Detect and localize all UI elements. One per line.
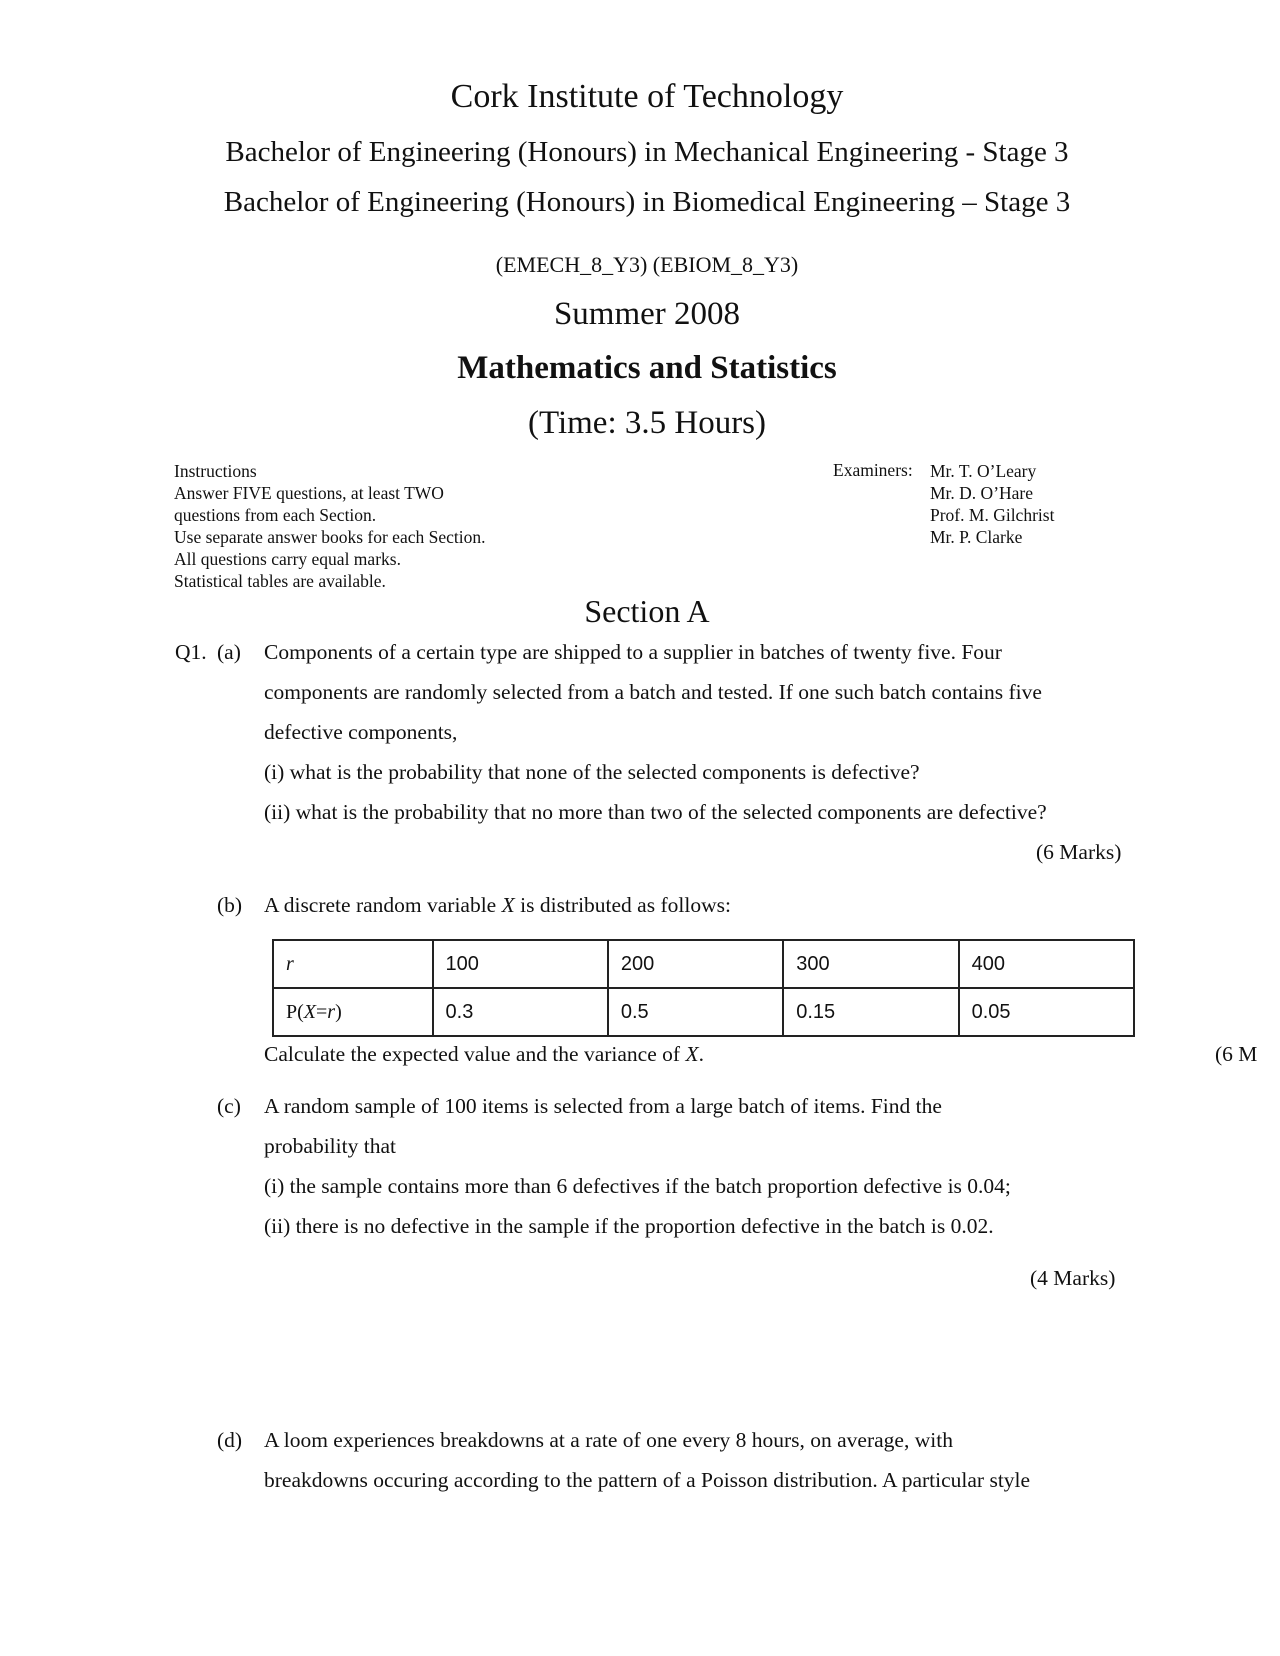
q1c-subpart-ii: (ii) there is no defective in the sample if the proportion defective in the batch is 0.02. xyxy=(264,1214,994,1238)
programme-codes: (EMECH_8_Y3) (EBIOM_8_Y3) xyxy=(495,252,799,277)
part-label-c: (c) xyxy=(217,1094,241,1118)
q1b-task-text: . xyxy=(698,1042,704,1066)
q1a-line: defective components, xyxy=(264,720,458,744)
subject-title: Mathematics and Statistics xyxy=(457,350,837,386)
q1b-marks: (6 M xyxy=(1215,1042,1258,1066)
q1a-line: components are randomly selected from a batch and tested. If one such batch contains five xyxy=(264,680,1042,704)
q1b-intro-text: is distributed as follows: xyxy=(514,893,731,917)
exam-session: Summer 2008 xyxy=(553,296,741,332)
table-cell: 200 xyxy=(608,940,783,988)
examiner-name: Prof. M. Gilchrist xyxy=(930,505,1055,525)
programme-title-2: Bachelor of Engineering (Honours) in Biomedical Engineering – Stage 3 xyxy=(223,186,1071,218)
variable-x: X xyxy=(501,893,515,917)
instruction-line: Use separate answer books for each Section. xyxy=(174,527,486,547)
instruction-line: Answer FIVE questions, at least TWO xyxy=(174,483,444,503)
q1d-line: A loom experiences breakdowns at a rate of one every 8 hours, on average, with xyxy=(264,1428,953,1452)
examiner-name: Mr. D. O’Hare xyxy=(930,483,1034,503)
table-cell: 300 xyxy=(783,940,958,988)
programme-title-1: Bachelor of Engineering (Honours) in Mechanical Engineering - Stage 3 xyxy=(225,136,1069,168)
table-row-label: P(X=r) xyxy=(273,988,433,1036)
q1b-intro xyxy=(264,893,731,918)
q1c-subpart-i: (i) the sample contains more than 6 defectives if the batch proportion defective is 0.04; xyxy=(264,1174,1011,1198)
table-cell: 100 xyxy=(433,940,608,988)
instructions-block xyxy=(174,460,485,592)
table-row xyxy=(273,940,1134,988)
part-label-d: (d) xyxy=(217,1428,243,1452)
examiners-list xyxy=(930,460,1054,548)
part-label-a: (a) xyxy=(217,640,241,664)
section-heading: Section A xyxy=(584,593,710,629)
instruction-line: All questions carry equal marks. xyxy=(174,549,401,569)
table-cell: 0.05 xyxy=(959,988,1134,1036)
institution-title: Cork Institute of Technology xyxy=(450,78,844,115)
q1a-marks: (6 Marks) xyxy=(1036,840,1122,864)
part-label-b: (b) xyxy=(217,893,243,917)
q1a-subpart-ii: (ii) what is the probability that no more than two of the selected components are defective? xyxy=(264,800,1047,824)
instruction-line: questions from each Section. xyxy=(174,505,377,525)
q1c-line: probability that xyxy=(264,1134,396,1158)
q1b-task xyxy=(264,1042,704,1067)
examiners-label: Examiners: xyxy=(833,460,913,480)
q1c-marks: (4 Marks) xyxy=(1030,1266,1116,1290)
table-cell: 400 xyxy=(959,940,1134,988)
table-cell: 0.15 xyxy=(783,988,958,1036)
q1c-line: A random sample of 100 items is selected from a large batch of items. Find the xyxy=(264,1094,942,1118)
instruction-line: Statistical tables are available. xyxy=(174,571,386,591)
examiner-name: Mr. T. O’Leary xyxy=(930,461,1037,481)
q1b-task-text: Calculate the expected value and the variance of xyxy=(264,1042,686,1066)
q1b-intro-text: A discrete random variable xyxy=(264,893,502,917)
q1d-line: breakdowns occuring according to the pattern of a Poisson distribution. A particular style xyxy=(264,1468,1031,1492)
table-row-label: r xyxy=(273,940,433,988)
instructions-heading: Instructions xyxy=(174,461,257,481)
table-cell: 0.3 xyxy=(433,988,608,1036)
q1a-subpart-i: (i) what is the probability that none of the selected components is defective? xyxy=(264,760,920,784)
q1a-line: Components of a certain type are shipped to a supplier in batches of twenty five. Four xyxy=(264,640,1002,664)
exam-duration: (Time: 3.5 Hours) xyxy=(527,405,767,441)
question-number: Q1. xyxy=(175,640,207,664)
variable-x: X xyxy=(685,1042,699,1066)
distribution-table xyxy=(272,939,1135,1037)
table-cell: 0.5 xyxy=(608,988,783,1036)
table-row xyxy=(273,988,1134,1036)
examiner-name: Mr. P. Clarke xyxy=(930,527,1023,547)
